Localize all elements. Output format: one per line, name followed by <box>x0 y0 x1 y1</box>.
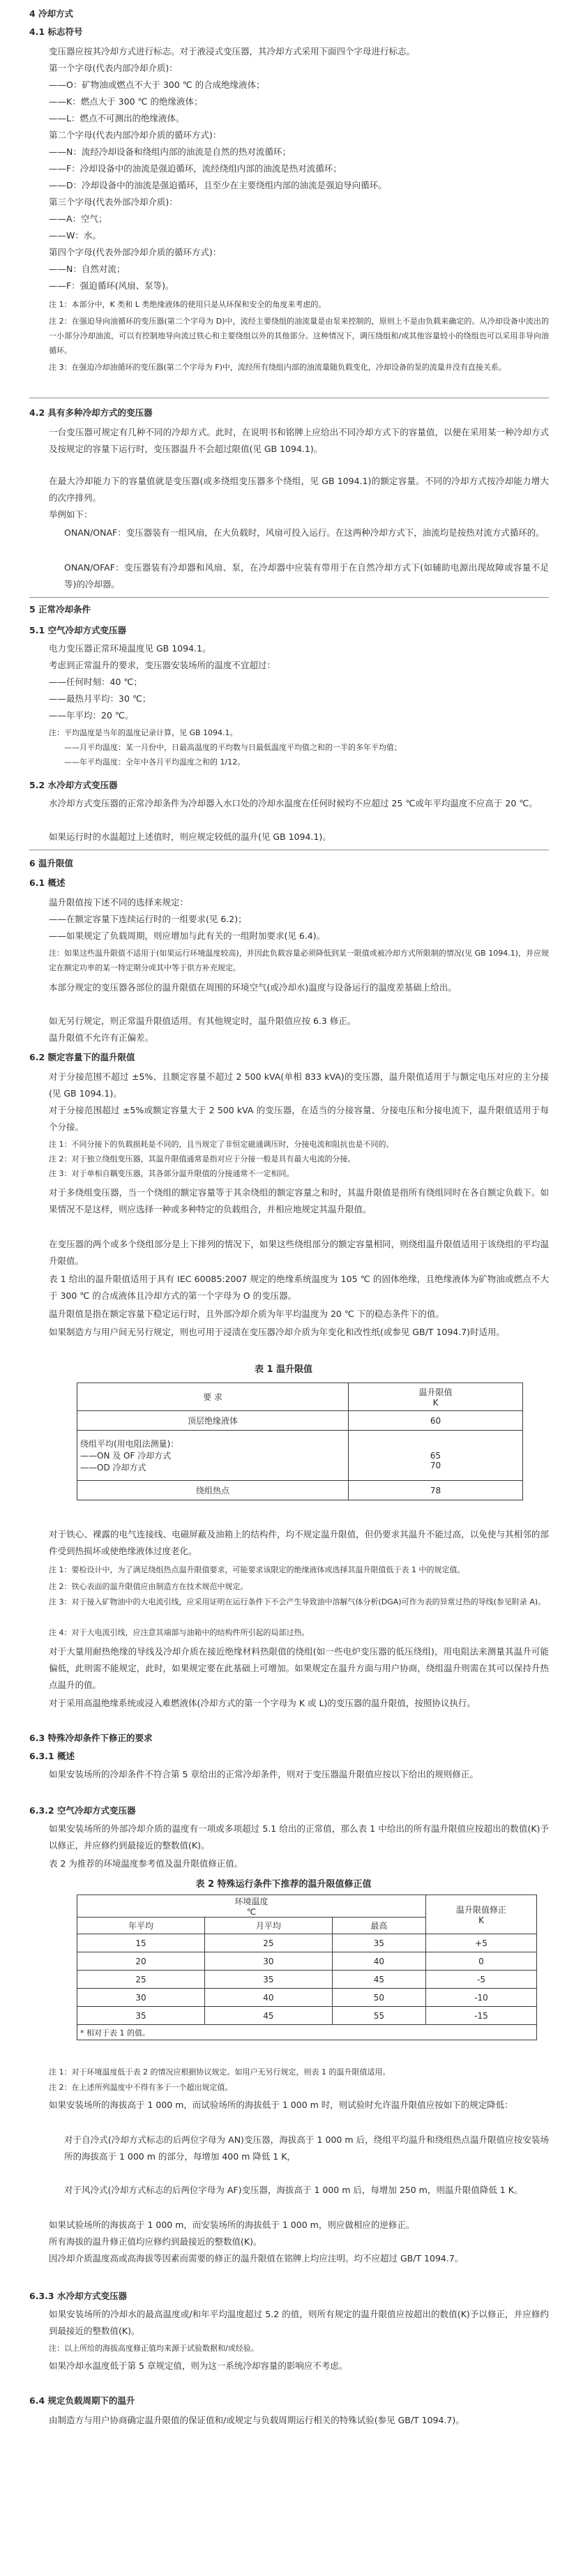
list-item: ——O：矿物油或燃点不大于 300 ℃ 的合成绝缘液体； <box>49 80 265 90</box>
table-cell: 45 <box>332 1971 425 1989</box>
paragraph: 本部分规定的变压器各部位的温升限值在周围的环境空气(或冷却水)温度与设备运行的温度差基础上给出。 <box>49 982 457 993</box>
list-item: ——年平均：20 ℃。 <box>49 710 134 721</box>
table-cell: -5 <box>426 1971 537 1989</box>
list-item: ——N：流经冷却设备和绕组内部的油流是自然的热对流循环； <box>49 146 291 157</box>
note: 注 2：在上述所列温度中不得有多于一个超出规定值。 <box>49 2083 233 2092</box>
table-cell: 30 <box>77 1989 205 2007</box>
paragraph: ONAN/OFAF：变压器装有冷却器和风扇、泵，在冷却器中应装有带用于在自然冷却方式下(如辅助电源出现故障或容量不足等)的冷却器。 <box>64 562 549 589</box>
section-4 <box>29 6 549 22</box>
table-cell: 0 <box>426 1952 537 1971</box>
heading-6-4: 6.4 规定负载周期下的温升 <box>29 2395 135 2406</box>
table-cell: -10 <box>426 1989 537 2007</box>
list-item: ——A：空气； <box>49 213 107 224</box>
table-cell: 25 <box>77 1971 205 1989</box>
note: 注 1：本部分中，K 类和 L 类绝缘液体的使用只是从环保和安全的角度来考虑的。 <box>49 300 326 309</box>
paragraph: 表 2 为推荐的环境温度参考值及温升限值修正值。 <box>49 1858 243 1869</box>
note: 注 3：在强迫冷却油循环的变压器(第二个字母为 F)中，流经所有绕组内部的油流量随负载变化，冷却设备的泵的流量并没有直接关系。 <box>49 363 506 372</box>
paragraph: 在变压器的两个或多个绕组部分是上下排列的情况下，如果这些绕组部分的额定容量相同，则绕组温升限值适用于该绕组的平均温升限值。 <box>49 1239 549 1266</box>
note: 注 2：在强迫导向油循环的变压器(第二个字母为 D)中，流经主要绕组的油流量是由泵来控制的，原则上不是由负载来确定的。从冷却设备中流出的一小部分冷却油流，可以有控制地导向流过铁心和主要绕组以外的其他部分。这种情况下，调压绕组和/或其他容量较小的绕组也可以采用非导向油循环。 <box>49 317 549 355</box>
paragraph: 对于多绕组变压器，当一个绕组的额定容量等于其余绕组的额定容量之和时，其温升限值是指所有绕组同时在各自额定负载下。如果情况不是这样，则应选择一种或多种特定的负载组合，并相应地规定其温升限值。 <box>49 1187 549 1214</box>
paragraph: 所有海拔的温升修正值均应修约到最接近的整数值(K)。 <box>49 2236 262 2247</box>
list-item: ——F：冷却设备中的油流是强迫循环，流经绕组内部的油流是热对流循环； <box>49 163 342 174</box>
paragraph: 如果冷却水温度低于第 5 章规定值，则为这一系统冷却容量的影响应不考虑。 <box>49 2360 348 2371</box>
table-cell: 50 <box>332 1989 425 2007</box>
list-item: ——任何时刻：40 ℃； <box>49 677 142 687</box>
heading-4-2: 4.2 具有多种冷却方式的变压器 <box>29 407 153 418</box>
table-cell: 20 <box>77 1952 205 1971</box>
table-2-title: 表 2 特殊运行条件下推荐的温升限值修正值 <box>195 1879 372 1890</box>
note: 注：如果这些温升限值不适用于(如果运行环境温度较高)，并因此负载容量必须降低到某一限值或被冷却方式所限制的情况(见 GB 1094.1)，并应规定在额定功率的某一特定期分或其中等于供方补充规定。 <box>49 949 549 972</box>
table-row <box>77 1971 537 1989</box>
paragraph: 电力变压器正常环境温度见 GB 1094.1。 <box>49 643 211 654</box>
divider <box>29 597 549 598</box>
table-row-label: ——ON 及 OF 冷却方式 <box>80 1451 172 1461</box>
paragraph: 变压器应按其冷却方式进行标志。对于液浸式变压器，其冷却方式采用下面四个字母进行标志。 <box>49 46 416 57</box>
heading-5: 5 正常冷却条件 <box>29 604 91 615</box>
paragraph: 如果运行时的水温超过上述值时，则应规定较低的温升(见 GB 1094.1)。 <box>49 831 331 842</box>
note: 注 4：对于大电流引线，应注意其端部与油箱中的结构件所引起的局部过热。 <box>49 1628 310 1637</box>
note: 注：以上所给的海拔高度修正值均来源于试验数据和/或经验。 <box>49 2344 259 2353</box>
paragraph: 表 1 给出的温升限值适用于具有 IEC 60085:2007 规定的绝缘系统温度为 105 ℃ 的固体绝缘，且绝缘液体为矿物油或燃点不大于 300 ℃ 的合成液体且冷却方式的第一个字母为 O 的变压器。 <box>49 1274 549 1301</box>
paragraph: 水冷却方式变压器的正常冷却条件为冷却器入水口处的冷却水温度在任何时候均不应超过 25 ℃或年平均温度不应高于 20 ℃。 <box>49 798 538 808</box>
note: 注 3：对于接入矿物油中的大电流引线，应采用证明在运行条件下不会产生导致油中溶解气体分析(DGA)可作为表的异常过热的导线(参见附录 A)。 <box>49 1597 546 1606</box>
list-item: ——F：强迫循环(风扇、泵等)。 <box>49 280 174 291</box>
heading-6: 6 温升限值 <box>29 858 74 868</box>
paragraph: 第一个字母(代表内部冷却介质)： <box>49 63 178 73</box>
note: 注 1：不同分接下的负载损耗是不同的，且当规定了非恒定磁通调压时，分接电流和阻抗也是不同的。 <box>49 1140 394 1149</box>
paragraph: 对于分接范围超过 ±5%或额定容量大于 2 500 kVA 的变压器，在适当的分接容量、分接电压和分接电流下，温升限值适用于每个分接。 <box>49 1105 549 1132</box>
table-cell: -15 <box>426 2007 537 2025</box>
table-cell: 35 <box>204 1971 332 1989</box>
table-1 <box>77 1383 523 1500</box>
table-header: 温升限值修正 K <box>426 1895 537 1934</box>
paragraph: 温升限值是指在额定容量下稳定运行时，且外部冷却介质为年平均温度为 20 ℃ 下的稳态条件下的值。 <box>49 1309 444 1319</box>
table-row <box>77 1934 537 1952</box>
table-header: 要 求 <box>77 1383 349 1411</box>
paragraph: 考虑到正常温升的要求，变压器安装场所的温度不宜超过： <box>49 660 276 670</box>
note: 注 3：对于单相自耦变压器，其各部分温升限值的分接通常不一定相同。 <box>49 1169 294 1178</box>
table-row-label: 绕组平均(用电阻法测量)： <box>80 1439 179 1449</box>
table-cell: 35 <box>77 2007 205 2025</box>
paragraph: 第二个字母(代表内部冷却介质的循环方式)： <box>49 130 222 140</box>
note: ——月平均温度：某一月份中，日最高温度的平均数与日最低温度平均值之和的一半的多年平均值； <box>64 743 402 752</box>
table-header: 月平均 <box>204 1918 332 1934</box>
paragraph: 温升限值不允许有正偏差。 <box>49 1032 154 1043</box>
table-header: 最高 <box>332 1918 425 1934</box>
note: ——年平均温度：全年中各月平均温度之和的 1/12。 <box>64 758 245 767</box>
paragraph: 如果制造方与用户间无另行规定，则也可用于浸渍在变压器冷却介质为年变化和改性纸(或参见 GB/T 1094.7)时适用。 <box>49 1327 506 1337</box>
paragraph: 在最大冷却能力下的容量值就是变压器(或多绕组变压器多个绕组，见 GB 1094.1)的额定容量。不同的冷却方式按冷却能力增大的次序排列。 <box>49 476 549 503</box>
list-item: ——最热月平均：30 ℃； <box>49 693 151 704</box>
paragraph: 对于分接范围不超过 ±5%、且额定容量不超过 2 500 kVA(单相 833 kVA)的变压器，温升限值适用于与额定电压对应的主分接(见 GB 1094.1)。 <box>49 1071 549 1099</box>
heading-6-3: 6.3 特殊冷却条件下修正的要求 <box>29 1733 153 1743</box>
table-row <box>77 2007 537 2025</box>
table-1-title: 表 1 温升限值 <box>254 1364 313 1375</box>
table-value: 70 <box>430 1460 441 1470</box>
list-item: ——W：水。 <box>49 230 101 241</box>
list-item: ——D：冷却设备中的油流是强迫循环，且至少在主要绕组内部的油流是强迫导向循环。 <box>49 180 387 190</box>
table-cell: 15 <box>77 1934 205 1952</box>
note: 注：平均温度是当年的温度记录计算，见 GB 1094.1。 <box>49 728 238 737</box>
heading-4: 4 冷却方式 <box>29 8 74 19</box>
list-item: ——K：燃点大于 300 ℃ 的绝缘液体； <box>49 96 203 107</box>
paragraph: 如果安装场所的海拔高于 1 000 m，而试验场所的海拔低于 1 000 m 时，则试验时允许温升限值应按如下的规定降低： <box>49 2100 513 2110</box>
paragraph: 如无另行规定，则正常温升限值适用。有其他规定时，温升限值应按 6.3 修正。 <box>49 1016 356 1026</box>
heading-4-1: 4.1 标志符号 <box>29 27 83 37</box>
heading-6-3-1: 6.3.1 概述 <box>29 1751 75 1761</box>
table-row <box>77 1952 537 1971</box>
table-cell: 40 <box>332 1952 425 1971</box>
paragraph: ONAN/ONAF：变压器装有一组风扇，在大负载时，风扇可投入运行。在这两种冷却方式下，油流均是按热对流方式循环的。 <box>64 527 545 538</box>
table-header: 年平均 <box>77 1918 205 1934</box>
table-row <box>77 1989 537 2007</box>
list-item: ——L：燃点不可测出的绝缘液体。 <box>49 113 185 123</box>
paragraph: 第三个字母(代表外部冷却介质)： <box>49 197 178 207</box>
paragraph: 如果安装场所的外部冷却介质的温度有一项或多项超过 5.1 给出的正常值，那么表 1 中给出的所有温升限值应按超出的数值(K)予以修正，并应修约到最接近的整数值(K)。 <box>49 1823 549 1851</box>
note: 注 2：铁心表面的温升限值应由制造方在技术规范中规定。 <box>49 1582 248 1591</box>
paragraph: 温升限值按下述不同的选择来规定： <box>49 897 189 907</box>
table-cell: 35 <box>332 1934 425 1952</box>
paragraph: 对于采用高温绝缘系统或浸入难燃液体(冷却方式的第一个字母为 K 或 L)的变压器的温升限值，按照协议执行。 <box>49 1698 476 1708</box>
table-cell: 40 <box>204 1989 332 2007</box>
table-row-label: ——OD 冷却方式 <box>80 1463 146 1472</box>
table-cell: 25 <box>204 1934 332 1952</box>
paragraph: 如果安装场所的冷却水的最高温度或/和年平均温度超过 5.2 的值，则所有规定的温升限值应按超出的数值(K)予以修正，并应修约到最接近的整数值(K)。 <box>49 2309 549 2336</box>
table-header: 温升限值 K <box>349 1383 523 1411</box>
table-cell: 45 <box>204 2007 332 2025</box>
table-cell: 顶层绝缘液体 <box>77 1411 349 1431</box>
paragraph: 对于大量用耐热绝缘的导线及冷却介质在接近绝缘材料热限值的绕组(如一些电炉变压器的低压绕组)，用电阻法来测量其温升可能偏低，此则需不能规定，此时，如果规定要在此基础上可增加。如果规定在温升方面与用户协商，绕组温升则需在其可以保持升热点温升的值。 <box>49 1646 549 1690</box>
heading-6-3-2: 6.3.2 空气冷却方式变压器 <box>29 1805 136 1816</box>
table-cell: 78 <box>349 1481 523 1500</box>
list-item: ——N：自然对流； <box>49 264 126 274</box>
table-cell: 60 <box>349 1411 523 1431</box>
paragraph: 由制造方与用户协商确定温升限值的保证值和/或规定与负载周期运行相关的特殊试验(参见 GB/T 1094.7)。 <box>49 2415 464 2425</box>
paragraph: 对于铁心、裸露的电气连接线、电磁屏蔽及油箱上的结构件，均不规定温升限值，但仍要求其温升不能过高，以免使与其相邻的部件受到热损坏或使绝缘液体过度老化。 <box>49 1529 549 1556</box>
note: 注 2：对于独立绕组变压器，其温升限值通常是指对应于分接一般是具有最大电流的分接。 <box>49 1154 356 1163</box>
heading-5-2: 5.2 水冷却方式变压器 <box>29 780 118 790</box>
paragraph: 举例如下： <box>49 509 93 520</box>
table-2-body <box>77 1934 537 2025</box>
paragraph: 因冷却介质温度高或高海拔等因素而需要的修正的温升限值在铭牌上均应注明。均不应超过 GB/T 1094.7。 <box>49 2253 464 2264</box>
table-header: 环境温度 ℃ <box>77 1895 426 1918</box>
paragraph: 如果试验场所的海拔高于 1 000 m，而安装场所的海拔低于 1 000 m，则应做相应的逆修正。 <box>49 2220 415 2230</box>
list-item: ——在额定容量下连续运行时的一组要求(见 6.2)； <box>49 914 247 924</box>
note: 注 1：对于环境温度低于表 2 的情况应根据协议规定。如用户无另行规定，则表 1 的温升限值适用。 <box>49 2067 391 2077</box>
paragraph: 对于风冷式(冷却方式标志的后两位字母为 AF)变压器，海拔高于 1 000 m 后，每增加 250 m，则温升限值降低 1 K。 <box>64 2185 523 2195</box>
heading-6-1: 6.1 概述 <box>29 878 66 888</box>
table-value: 65 <box>430 1450 441 1461</box>
paragraph: 一台变压器可规定有几种不同的冷却方式。此时，在说明书和铭牌上应给出不同冷却方式下的容量值，以便在采用某一种冷却方式及按规定的容量下运行时，变压器温升不会超过限值(见 GB 1094.1)。 <box>49 427 549 454</box>
paragraph: 如果安装场所的冷却条件不符合第 5 章给出的正常冷却条件，则对于变压器温升限值应按以下给出的规则修正。 <box>49 1769 478 1779</box>
table-cell: 绕组热点 <box>77 1481 349 1500</box>
table-2 <box>77 1895 537 2040</box>
paragraph: 对于自冷式(冷却方式标志的后两位字母为 AN)变压器，海拔高于 1 000 m 后，绕组平均温升和绕组热点温升限值应按安装场所的海拔高于 1 000 m 的部分，每增加 400 m 降低 1 K， <box>64 2134 549 2162</box>
table-footnote: * 相对于表 1 的值。 <box>77 2025 537 2040</box>
table-cell: 30 <box>204 1952 332 1971</box>
table-cell <box>349 1431 523 1481</box>
table-cell: 55 <box>332 2007 425 2025</box>
list-item: ——如果规定了负载周期，则应增加与此有关的一组附加要求(见 6.4)。 <box>49 931 326 941</box>
table-cell: +5 <box>426 1934 537 1952</box>
heading-6-3-3: 6.3.3 水冷却方式变压器 <box>29 2291 127 2301</box>
note: 注 1：要检设计中，为了满足绕组热点温升限值要求，可能要求该限定的绝缘液体或选择其温升限值低于表 1 中的规定值。 <box>49 1565 465 1574</box>
table-cell <box>77 1431 349 1481</box>
heading-5-1: 5.1 空气冷却方式变压器 <box>29 625 126 635</box>
heading-6-2: 6.2 额定容量下的温升限值 <box>29 1052 135 1062</box>
paragraph: 第四个字母(代表外部冷却介质的循环方式)： <box>49 247 222 257</box>
